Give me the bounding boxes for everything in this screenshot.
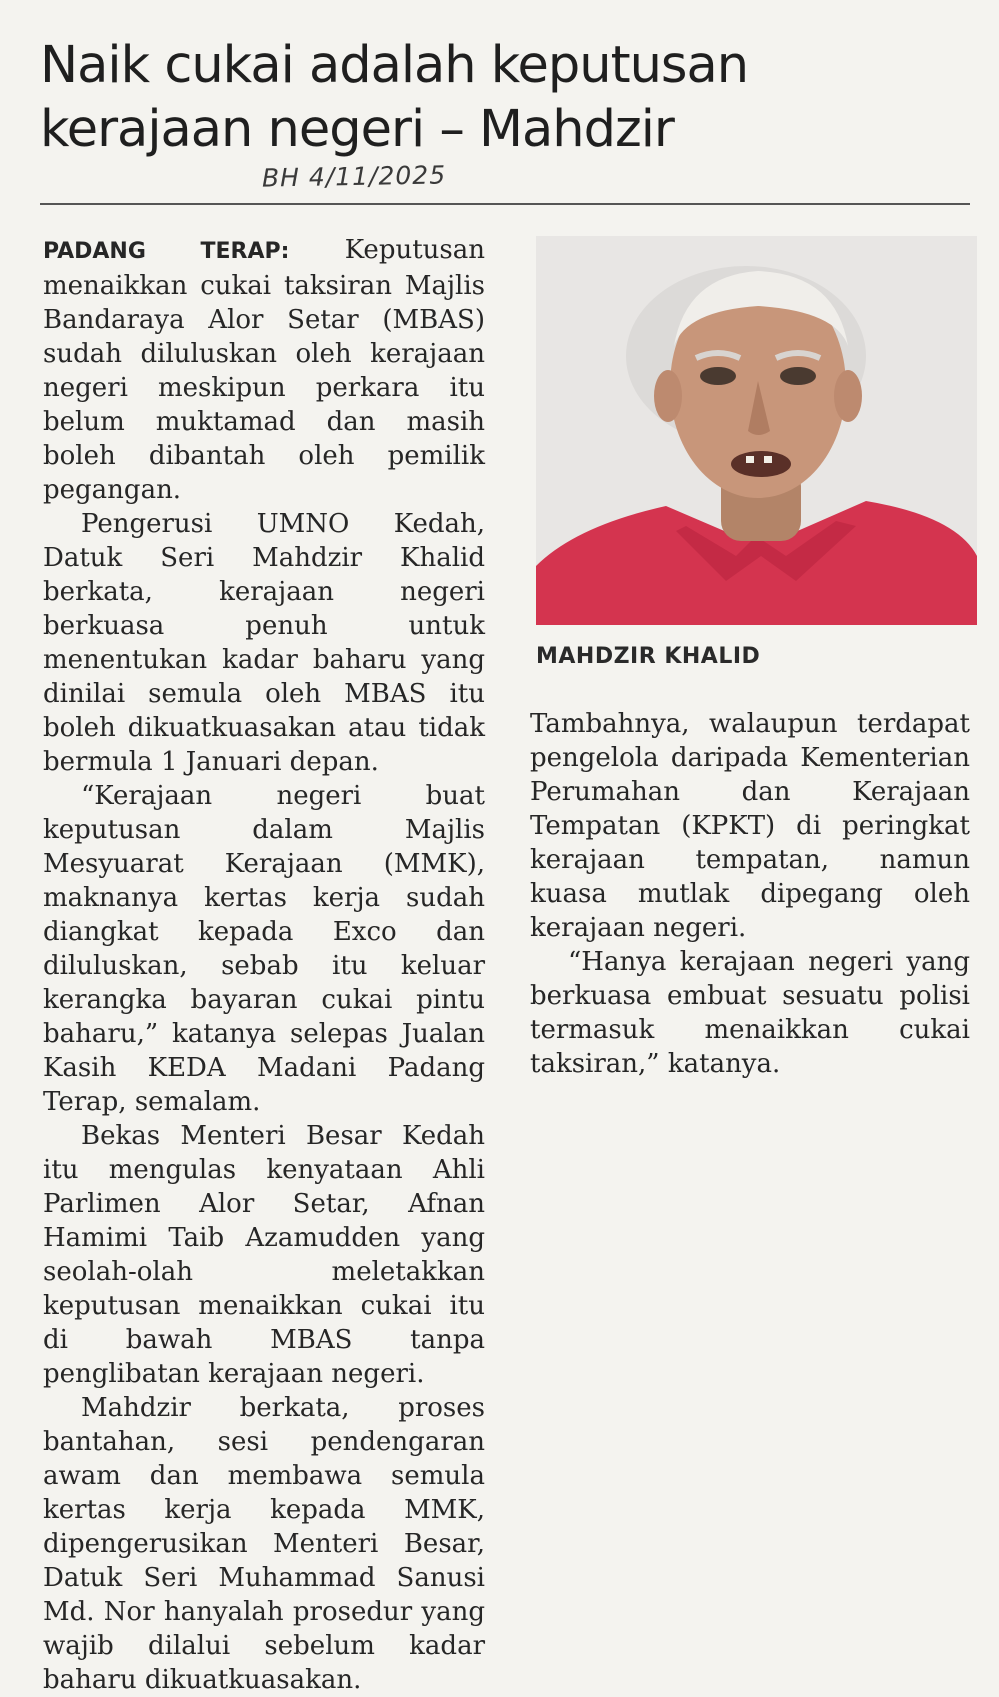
mouth xyxy=(731,451,791,477)
photo-caption: MAHDZIR KHALID xyxy=(536,644,761,669)
paragraph-4: Bekas Menteri Besar Kedah itu mengulas kenyataan Ahli Parlimen Alor Setar, Afnan Hamimi Taib Azamudden yang seolah-olah meletakkan keputusan menaikkan cukai itu di bawah MBAS tanpa penglibatan kerajaan negeri. xyxy=(43,1121,485,1389)
headline-divider xyxy=(40,203,970,205)
tooth-1 xyxy=(746,456,754,463)
paragraph-1-text: Keputusan menaikkan cukai taksiran Majlis Bandaraya Alor Setar (MBAS) sudah diluluskan oleh kerajaan negeri meskipun perkara itu belum muktamad dan masih boleh dibantah oleh pemilik pegangan. xyxy=(43,235,485,505)
paragraph-7: “Hanya kerajaan negeri yang berkuasa embuat sesuatu polisi termasuk menaikkan cukai taksiran,” katanya. xyxy=(530,947,970,1079)
tooth-2 xyxy=(764,456,772,463)
paragraph-5: Mahdzir berkata, proses bantahan, sesi pendengaran awam dan membawa semula kertas kerja kepada MMK, dipengerusikan Menteri Besar, Datuk Seri Muhammad Sanusi Md. Nor hanyalah prosedur yang wajib dilalui sebelum kadar baharu dikuatkuasakan. xyxy=(43,1393,485,1695)
handwritten-date-note: BH 4/11/2025 xyxy=(261,160,447,193)
left-ear xyxy=(654,370,682,422)
paragraph-1 xyxy=(43,233,485,507)
paragraph-2: Pengerusi UMNO Kedah, Datuk Seri Mahdzir Khalid berkata, kerajaan negeri berkuasa penuh untuk menentukan kadar baharu yang dinilai semula oleh MBAS itu boleh dikuatkuasakan atau tidak bermula 1 Januari depan. xyxy=(43,509,485,777)
portrait-photo xyxy=(536,236,977,625)
article-column-2 xyxy=(530,707,970,1081)
headline xyxy=(40,34,970,162)
paragraph-3: “Kerajaan negeri buat keputusan dalam Majlis Mesyuarat Kerajaan (MMK), maknanya kertas kerja sudah diangkat kepada Exco dan diluluskan, sebab itu keluar kerangka bayaran cukai pintu baharu,” katanya selepas Jualan Kasih KEDA Madani Padang Terap, semalam. xyxy=(43,781,485,1117)
article-column-1 xyxy=(43,233,485,1697)
right-ear xyxy=(834,370,862,422)
left-eye xyxy=(700,367,736,385)
paragraph-6: Tambahnya, walaupun terdapat pengelola daripada Kementerian Perumahan dan Kerajaan Tempatan (KPKT) di peringkat kerajaan tempatan, namun kuasa mutlak dipegang oleh kerajaan negeri. xyxy=(530,709,970,943)
headline-line-2: kerajaan negeri – Mahdzir xyxy=(40,100,674,159)
dateline: PADANG TERAP: xyxy=(43,239,290,264)
right-eye xyxy=(780,367,816,385)
headline-line-1: Naik cukai adalah keputusan xyxy=(40,36,749,95)
portrait-illustration xyxy=(536,236,977,625)
